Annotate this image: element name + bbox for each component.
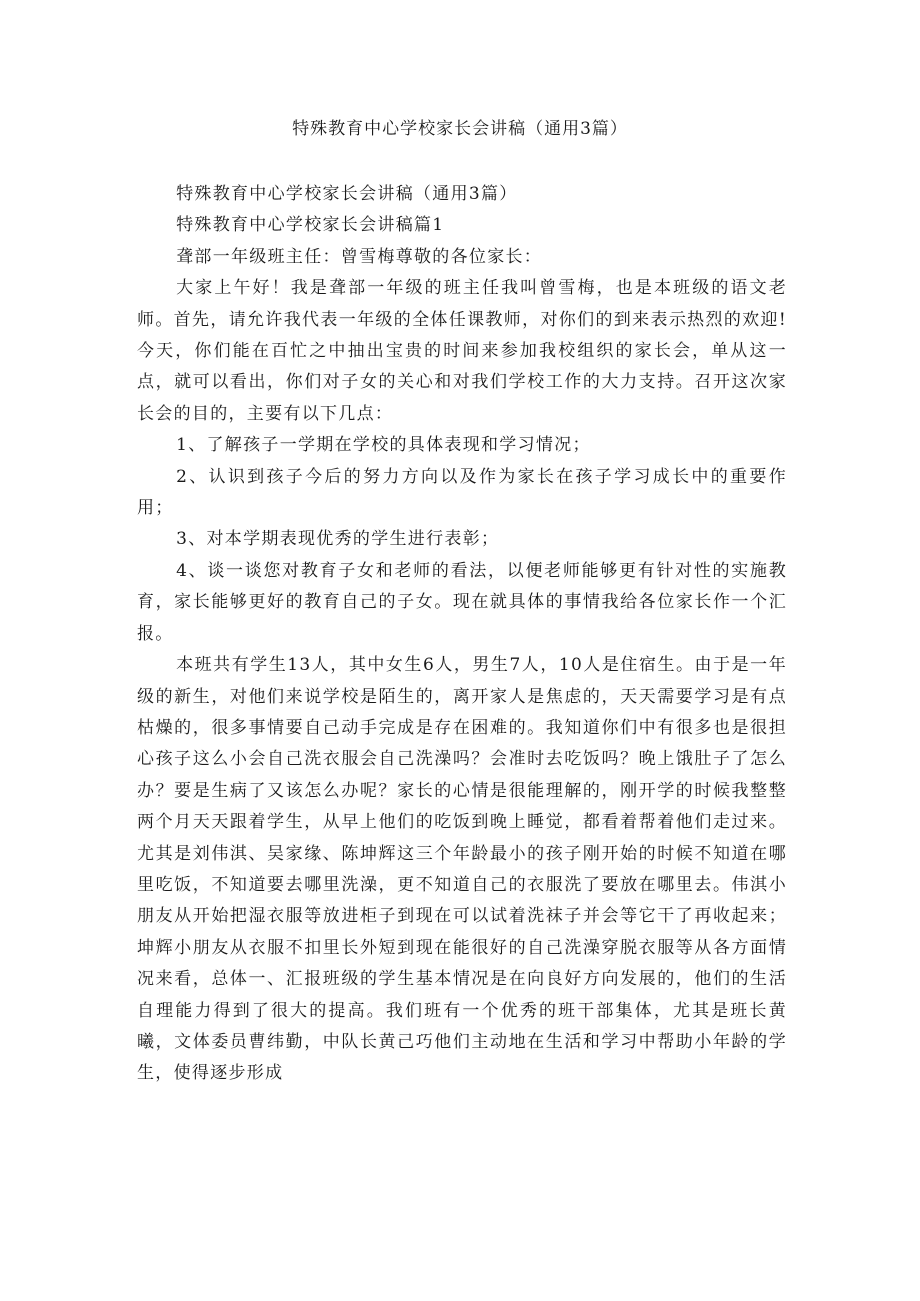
- paragraph-point-3: 3、对本学期表现优秀的学生进行表彰；: [176, 529, 500, 550]
- paragraph-point-2: 2、认识到孩子今后的努力方向以及作为家长在孩子学习成长中的重要作用；: [137, 466, 787, 519]
- paragraph-point-1: 1、了解孩子一学期在学校的具体表现和学习情况；: [176, 435, 591, 456]
- paragraph-section-heading: 特殊教育中心学校家长会讲稿篇1: [176, 215, 445, 236]
- paragraph-subtitle: 特殊教育中心学校家长会讲稿（通用3篇）: [176, 184, 518, 204]
- paragraph-greeting: 大家上午好！我是聋部一年级的班主任我叫曾雪梅，也是本班级的语文老师。首先，请允许我代表一年级的全体任课教师，对你们的到来表示热烈的欢迎!今天，你们能在百忙之中抽出宝贵的时间来参加我校组织的家长会，单从这一点，就可以看出，你们对子女的关心和对我们学校工作的大力支持。召开这次家长会的目的，主要有以下几点：: [137, 278, 787, 424]
- document-body: [137, 179, 787, 1090]
- paragraph-point-4: 4、谈一谈您对教育子女和老师的看法，以便老师能够更有针对性的实施教育，家长能够更好的教育自己的子女。现在就具体的事情我给各位家长作一个汇报。: [137, 560, 787, 644]
- document-title: 特殊教育中心学校家长会讲稿（通用3篇）: [292, 119, 628, 139]
- paragraph-class-report: 本班共有学生13人，其中女生6人，男生7人，10人是住宿生。由于是一年级的新生，对他们来说学校是陌生的，离开家人是焦虑的，天天需要学习是有点枯燥的，很多事情要自己动手完成是存在困难的。我知道你们中有很多也是很担心孩子这么小会自己洗衣服会自己洗澡吗？会准时去吃饭吗？晚上饿肚子了怎么办？要是生病了又该怎么办呢？家长的心情是很能理解的，刚开学的时候我整整两个月天天跟着学生，从早上他们的吃饭到晚上睡觉，都看着帮着他们走过来。尤其是刘伟淇、吴家缘、陈坤辉这三个年龄最小的孩子刚开始的时候不知道在哪里吃饭，不知道要去哪里洗澡，更不知道自己的衣服洗了要放在哪里去。伟淇小朋友从开始把湿衣服等放进柜子到现在可以试着洗袜子并会等它干了再收起来；坤辉小朋友从衣服不扣里长外短到现在能很好的自己洗澡穿脱衣服等从各方面情况来看，总体一、汇报班级的学生基本情况是在向良好方向发展的，他们的生活自理能力得到了很大的提高。我们班有一个优秀的班干部集体，尤其是班长黄曦，文体委员曹纬勤，中队长黄己巧他们主动地在生活和学习中帮助小年龄的学生，使得逐步形成: [137, 655, 787, 1084]
- paragraph-salutation: 聋部一年级班主任：曾雪梅尊敬的各位家长：: [176, 246, 543, 267]
